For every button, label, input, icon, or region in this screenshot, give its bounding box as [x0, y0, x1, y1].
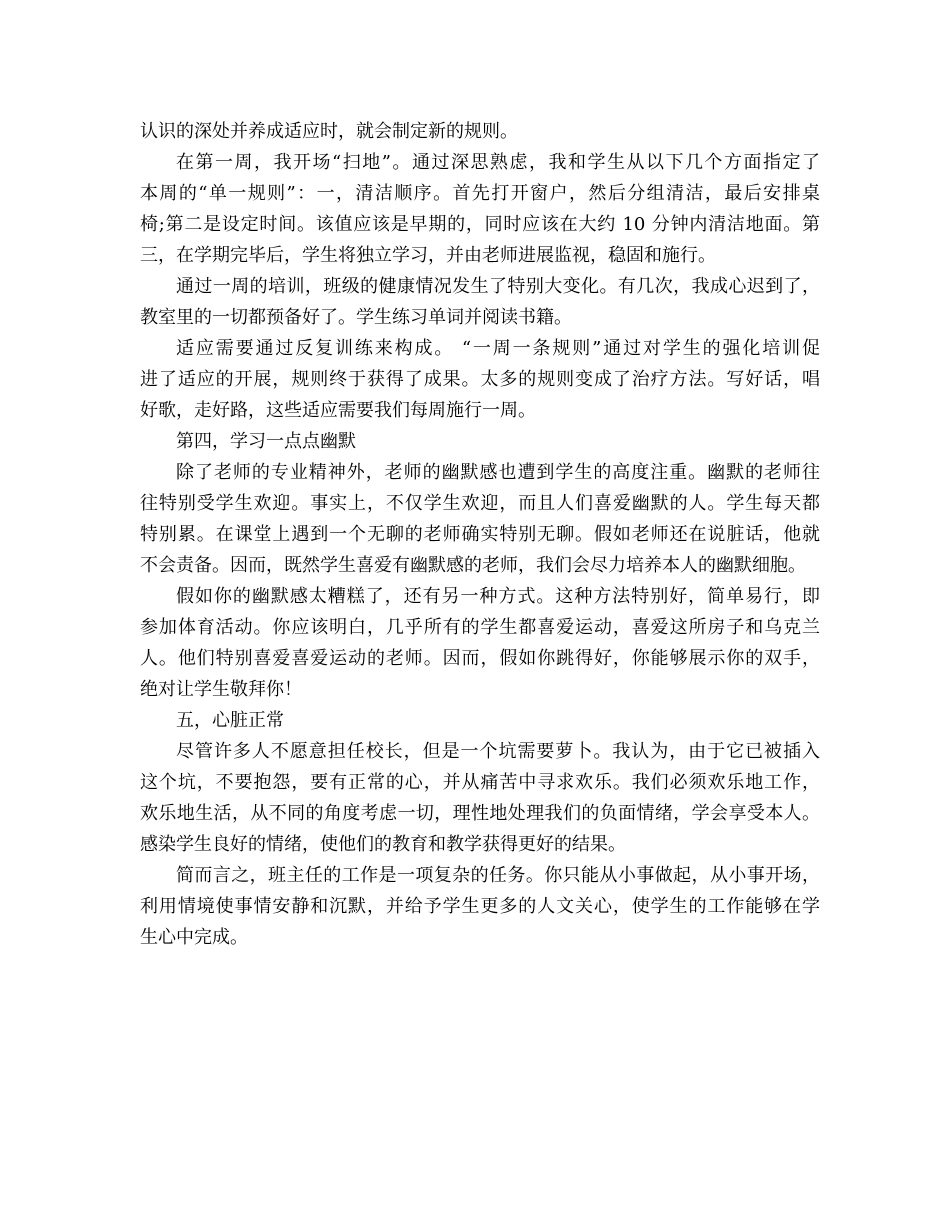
text-line: 欢乐地生活，从不同的角度考虑一切，理性地处理我们的负面情绪，学会享受本人。	[140, 803, 820, 824]
text-line: 人。他们特别喜爱喜爱运动的老师。因而，假如你跳得好，你能够展示你的双手，	[140, 648, 820, 669]
document-body	[140, 116, 820, 953]
paragraph	[140, 116, 820, 147]
text-line: 进了适应的开展，规则终于获得了成果。太多的规则变成了治疗方法。写好话，唱	[140, 369, 820, 390]
paragraph	[140, 426, 820, 457]
text-line: 参加体育活动。你应该明白，几乎所有的学生都喜爱运动，喜爱这所房子和乌克兰	[140, 617, 820, 638]
paragraph	[140, 271, 820, 333]
paragraph	[140, 457, 820, 581]
text-line: 往特别受学生欢迎。事实上，不仅学生欢迎，而且人们喜爱幽默的人。学生每天都	[140, 493, 820, 514]
text-line: 不会责备。因而，既然学生喜爱有幽默感的老师，我们会尽力培养本人的幽默细胞。	[140, 555, 806, 576]
text-line: 好歌，走好路，这些适应需要我们每周施行一周。	[140, 400, 536, 421]
text-line: 五，心脏正常	[176, 710, 284, 731]
text-line: 简而言之，班主任的工作是一项复杂的任务。你只能从小事做起，从小事开场，	[176, 865, 820, 886]
text-line: 这个坑，不要抱怨，要有正常的心，并从痛苦中寻求欢乐。我们必须欢乐地工作，	[140, 772, 820, 793]
text-line: 生心中完成。	[140, 927, 248, 948]
text-line: 特别累。在课堂上遇到一个无聊的老师确实特别无聊。假如老师还在说脏话，他就	[140, 524, 820, 545]
text-line: 通过一周的培训，班级的健康情况发生了特别大变化。有几次，我成心迟到了，	[176, 276, 820, 297]
paragraph	[140, 147, 820, 271]
paragraph	[140, 705, 820, 736]
text-line: 在第一周，我开场“扫地”。通过深思熟虑，我和学生从以下几个方面指定了	[176, 152, 820, 173]
text-line: 第四，学习一点点幽默	[176, 431, 356, 452]
text-line: 利用情境使事情安静和沉默，并给予学生更多的人文关心，使学生的工作能够在学	[140, 896, 820, 917]
text-line: 适应需要通过反复训练来构成。 “一周一条规则”通过对学生的强化培训促	[176, 338, 820, 359]
paragraph	[140, 581, 820, 705]
text-line: 除了老师的专业精神外，老师的幽默感也遭到学生的高度注重。幽默的老师往	[176, 462, 820, 483]
text-line: 认识的深处并养成适应时，就会制定新的规则。	[140, 121, 518, 142]
text-line: 感染学生良好的情绪，使他们的教育和教学获得更好的结果。	[140, 834, 626, 855]
text-line: 三，在学期完毕后，学生将独立学习，并由老师进展监视，稳固和施行。	[140, 245, 716, 266]
text-line: 本周的“单一规则”：一，清洁顺序。首先打开窗户，然后分组清洁，最后安排桌	[140, 183, 820, 204]
text-line: 教室里的一切都预备好了。学生练习单词并阅读书籍。	[140, 307, 572, 328]
paragraph	[140, 333, 820, 426]
text-line: 绝对让学生敬拜你！	[140, 679, 302, 700]
paragraph	[140, 736, 820, 860]
text-line: 假如你的幽默感太糟糕了，还有另一种方式。这种方法特别好，简单易行，即	[176, 586, 820, 607]
paragraph	[140, 860, 820, 953]
text-line: 椅;第二是设定时间。该值应该是早期的，同时应该在大约 10 分钟内清洁地面。第	[140, 214, 820, 235]
text-line: 尽管许多人不愿意担任校长，但是一个坑需要萝卜。我认为，由于它已被插入	[176, 741, 820, 762]
